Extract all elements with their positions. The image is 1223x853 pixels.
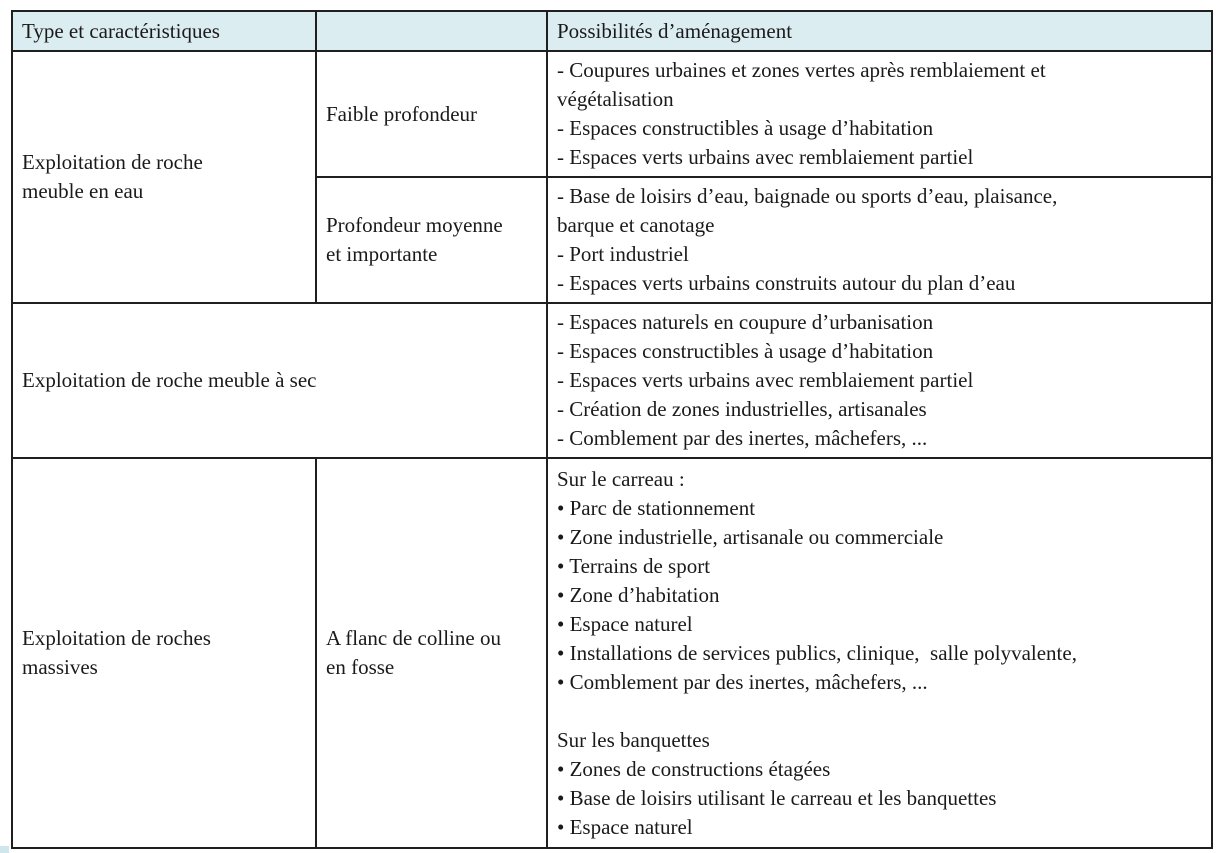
possibility-line: - Espaces verts urbains avec remblaiement partiel bbox=[557, 145, 974, 169]
possibility-line: Sur le carreau : bbox=[557, 466, 685, 491]
type-cell bbox=[12, 303, 547, 458]
possibility-line: • Comblement par des inertes, mâchefers, ... bbox=[557, 669, 928, 694]
header-type-cell: Type et caractéristiques bbox=[12, 11, 316, 51]
table-row bbox=[12, 51, 1212, 177]
possibility-line: - Création de zones industrielles, artisanales bbox=[557, 397, 927, 421]
possibility-line: • Zone d’habitation bbox=[557, 582, 720, 607]
possibility-line: - Espaces verts urbains construits autour du plan d’eau bbox=[557, 271, 1016, 295]
subtype-line: Profondeur moyenne bbox=[326, 213, 503, 237]
table-row bbox=[12, 458, 1212, 848]
possibility-line: végétalisation bbox=[557, 87, 674, 111]
possibility-line: • Zone industrielle, artisanale ou commerciale bbox=[557, 524, 944, 549]
subtype-line: et importante bbox=[326, 242, 438, 266]
blank-line bbox=[557, 697, 1202, 726]
subtype-line: en fosse bbox=[326, 655, 395, 679]
possibility-line: • Terrains de sport bbox=[557, 553, 711, 578]
type-cell bbox=[12, 51, 316, 303]
possibility-line: • Installations de services publics, clinique, salle polyvalente, bbox=[557, 640, 1077, 665]
table-header-row bbox=[12, 11, 1212, 51]
header-sub-cell bbox=[316, 11, 547, 51]
type-cell bbox=[12, 458, 316, 848]
possibilities-cell bbox=[547, 177, 1212, 303]
type-line: Exploitation de roches bbox=[22, 626, 211, 650]
possibility-line: - Espaces constructibles à usage d’habitation bbox=[557, 116, 934, 140]
possibility-line: • Espace naturel bbox=[557, 611, 693, 636]
possibility-line: - Coupures urbaines et zones vertes après remblaiement et bbox=[557, 58, 1046, 82]
possibility-line: - Espaces verts urbains avec remblaiement partiel bbox=[557, 368, 974, 392]
possibility-line: - Espaces naturels en coupure d’urbanisation bbox=[557, 310, 934, 334]
corner-decoration bbox=[0, 846, 9, 853]
subtype-cell bbox=[316, 177, 547, 303]
possibilities-cell bbox=[547, 51, 1212, 177]
type-line: Exploitation de roche bbox=[22, 150, 203, 174]
subtype-line: Faible profondeur bbox=[326, 101, 478, 126]
type-line: massives bbox=[22, 655, 98, 679]
possibility-line: barque et canotage bbox=[557, 213, 715, 237]
possibility-line: • Espace naturel bbox=[557, 814, 693, 839]
possibility-line: - Espaces constructibles à usage d’habitation bbox=[557, 339, 934, 363]
subtype-cell bbox=[316, 51, 547, 177]
type-line: Exploitation de roche meuble à sec bbox=[22, 368, 317, 392]
header-possibilities-cell: Possibilités d’aménagement bbox=[547, 11, 1212, 51]
table-row bbox=[12, 303, 1212, 458]
possibility-line: • Base de loisirs utilisant le carreau et les banquettes bbox=[557, 785, 997, 810]
possibility-line: • Zones de constructions étagées bbox=[557, 756, 831, 781]
possibility-line: - Port industriel bbox=[557, 242, 689, 266]
type-line: meuble en eau bbox=[22, 179, 144, 203]
possibilities-cell bbox=[547, 458, 1212, 848]
subtype-line: A flanc de colline ou bbox=[326, 626, 501, 650]
possibilities-cell bbox=[547, 303, 1212, 458]
amenagement-table bbox=[11, 10, 1213, 849]
possibility-line: Sur les banquettes bbox=[557, 727, 710, 752]
possibility-line: - Base de loisirs d’eau, baignade ou sports d’eau, plaisance, bbox=[557, 184, 1058, 208]
possibility-line: - Comblement par des inertes, mâchefers, ... bbox=[557, 426, 928, 450]
possibility-line: • Parc de stationnement bbox=[557, 495, 756, 520]
subtype-cell bbox=[316, 458, 547, 848]
